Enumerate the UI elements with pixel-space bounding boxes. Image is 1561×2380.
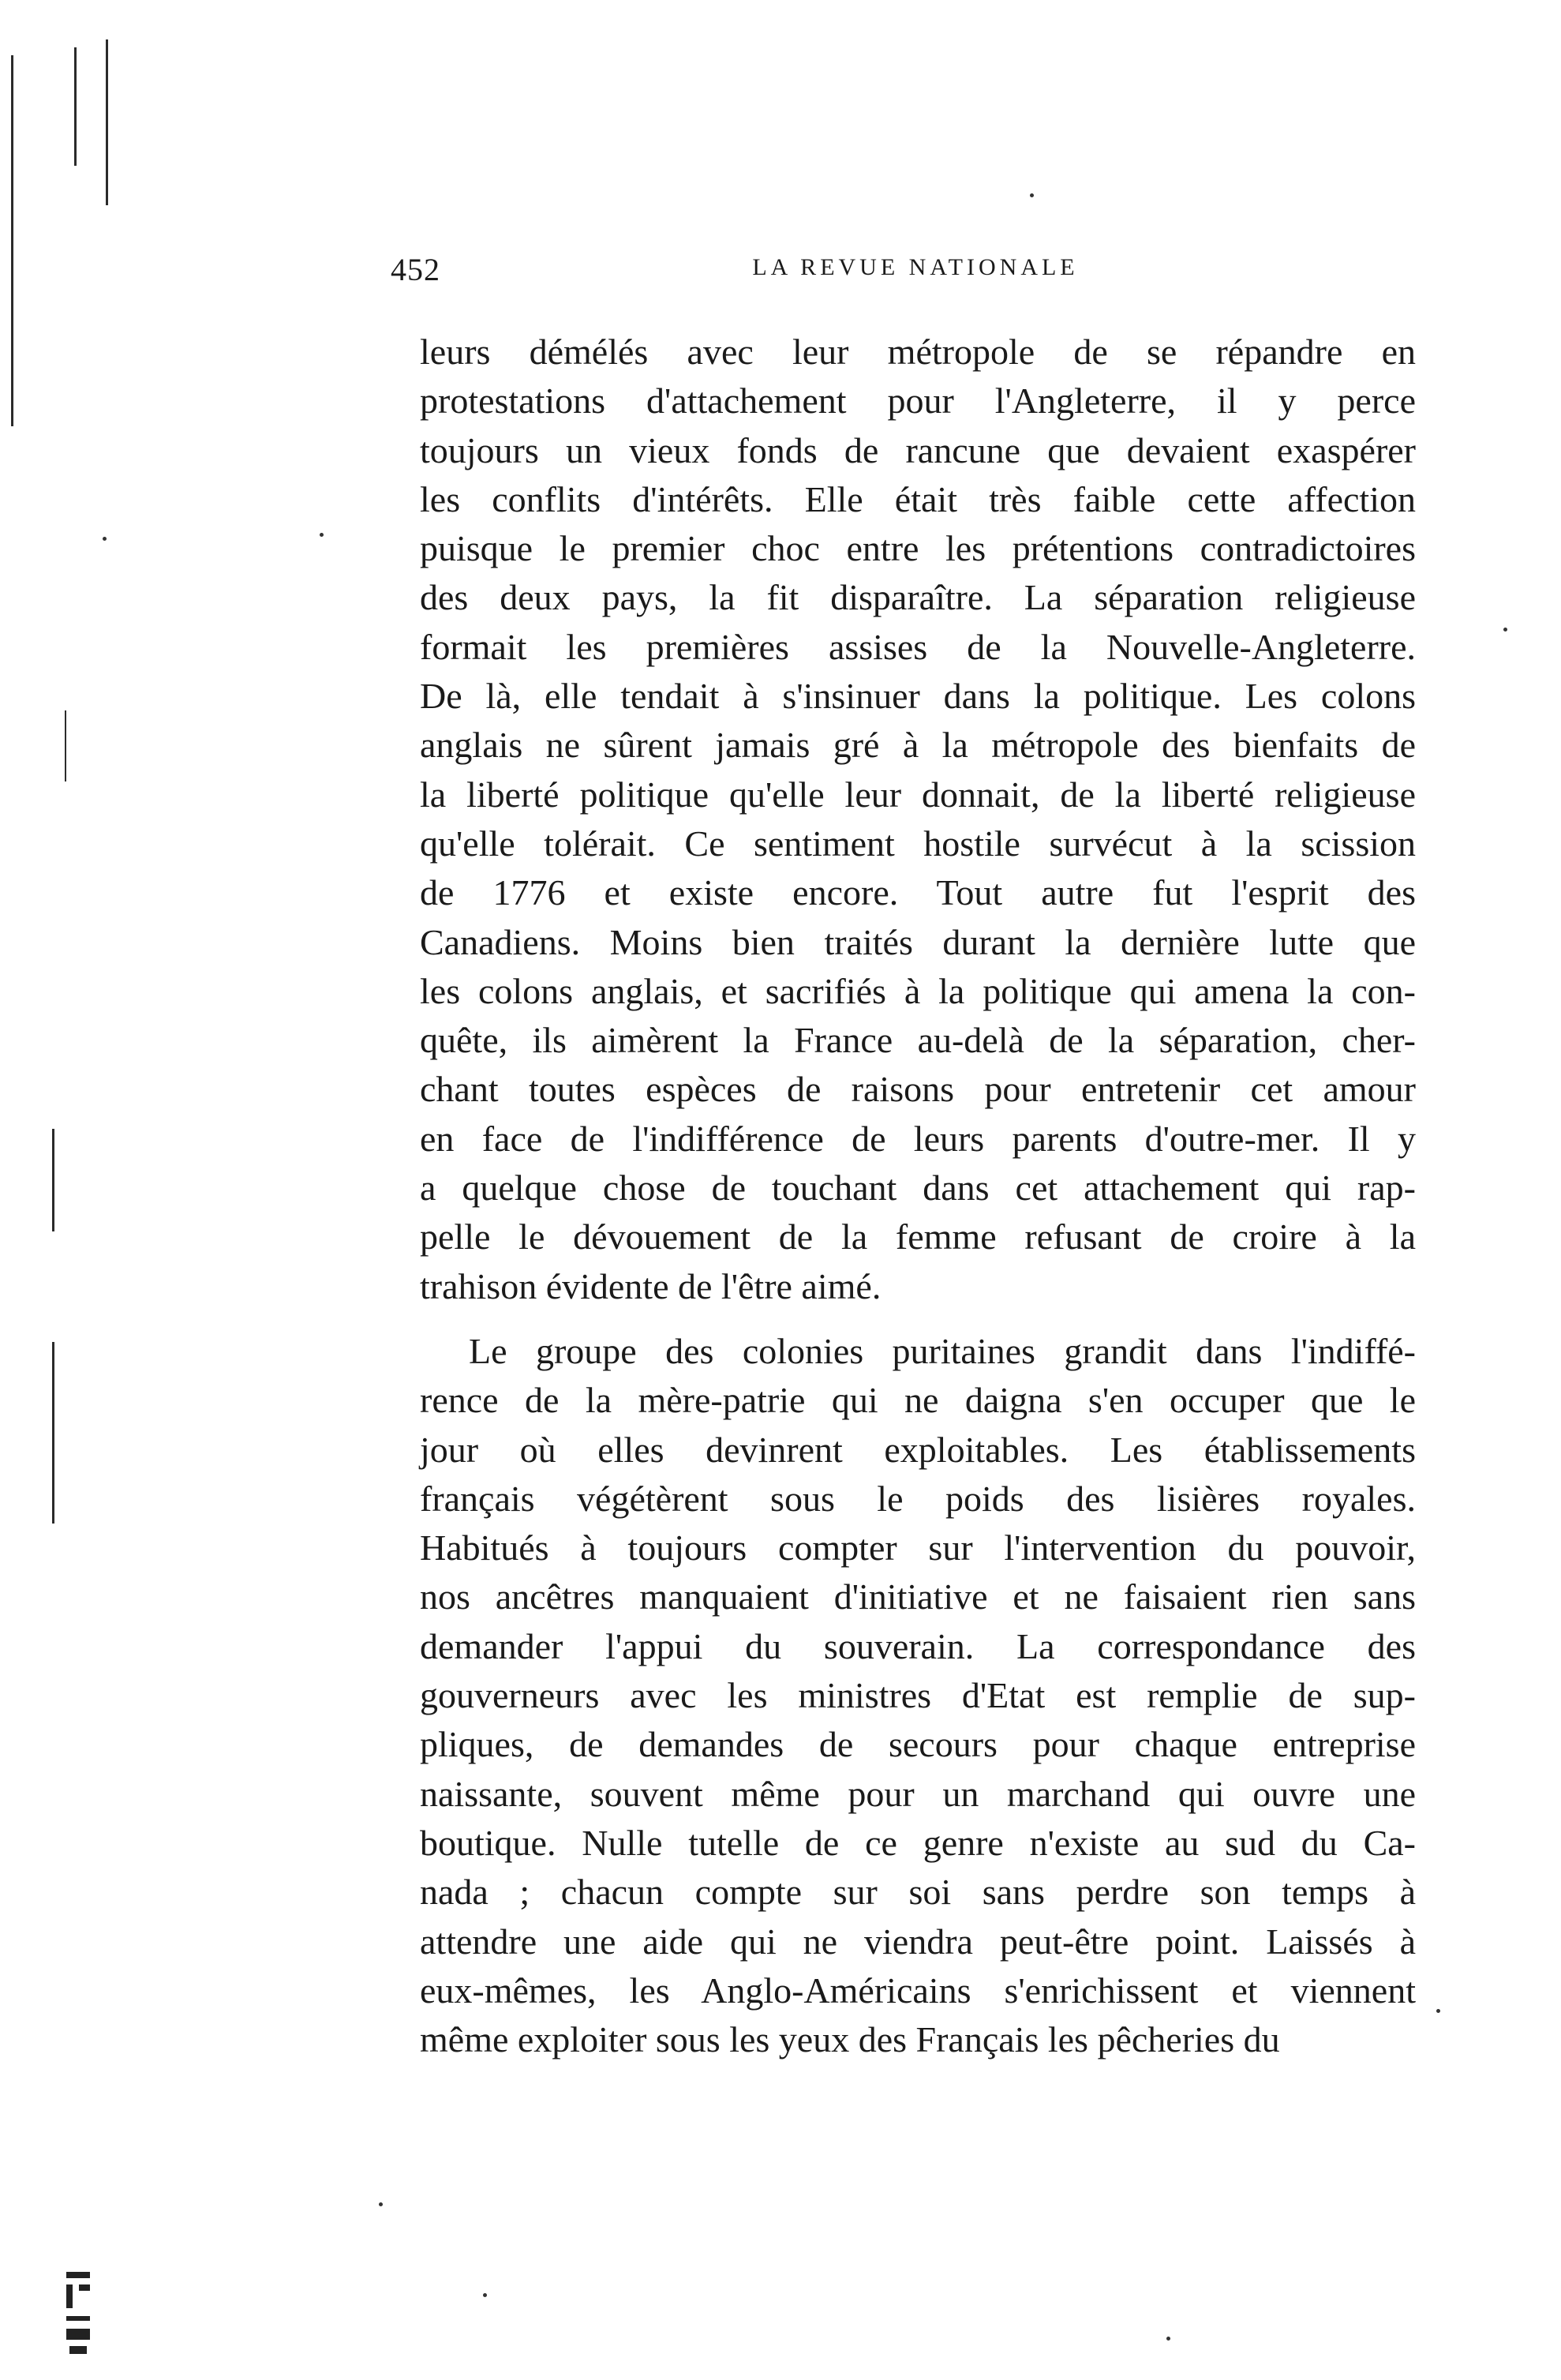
text-line: leurs démélés avec leur métropole de se répandre en <box>420 332 1416 372</box>
scan-edge-line <box>65 710 66 781</box>
text-line: Habitués à toujours compter sur l'intervention du pouvoir, <box>420 1527 1416 1569</box>
text-line: naissante, souvent même pour un marchand qui ouvre une <box>420 1773 1416 1814</box>
scan-edge-line <box>52 1342 54 1524</box>
text-line: de 1776 et existe encore. Tout autre fut l'esprit des <box>420 872 1416 913</box>
paragraph-break <box>420 1311 1416 1327</box>
text-line: anglais ne sûrent jamais gré à la métropole des bienfaits de <box>420 725 1416 766</box>
text-line: la liberté politique qu'elle leur donnait, de la liberté religieuse <box>420 774 1416 815</box>
scan-edge-line <box>52 1129 54 1231</box>
text-line: toujours un vieux fonds de rancune que devaient exaspérer <box>420 429 1416 470</box>
scan-speck <box>1166 2337 1170 2341</box>
text-line: chant toutes espèces de raisons pour entretenir cet amour <box>420 1069 1416 1110</box>
text-line: De là, elle tendait à s'insinuer dans la politique. Les colons <box>420 676 1416 717</box>
journal-title: LA REVUE NATIONALE <box>752 254 1079 280</box>
text-line: même exploiter sous les yeux des Français les pêcheries du <box>420 2019 1280 2060</box>
scan-speck <box>1436 2009 1440 2013</box>
text-line: a quelque chose de touchant dans cet attachement qui rap- <box>420 1168 1416 1209</box>
scan-speck <box>1503 628 1507 632</box>
text-line: Canadiens. Moins bien traités durant la dernière lutte que <box>420 921 1416 962</box>
text-line: boutique. Nulle tutelle de ce genre n'existe au sud du Ca- <box>420 1822 1416 1863</box>
text-line: les colons anglais, et sacrifiés à la politique qui amena la con- <box>420 970 1416 1011</box>
body-text <box>420 328 1416 2064</box>
scan-edge-line <box>74 47 77 166</box>
paragraph <box>420 328 1416 1311</box>
text-line: qu'elle tolérait. Ce sentiment hostile survécut à la scission <box>420 823 1416 864</box>
text-line: demander l'appui du souverain. La correspondance des <box>420 1625 1416 1666</box>
text-line: pliques, de demandes de secours pour chaque entreprise <box>420 1724 1416 1765</box>
scan-speck <box>483 2293 487 2297</box>
text-line: formait les premières assises de la Nouvelle-Angleterre. <box>420 626 1416 667</box>
scan-speck <box>103 537 107 541</box>
page-number: 452 <box>391 252 440 287</box>
scan-edge-line <box>11 55 13 426</box>
text-line: protestations d'attachement pour l'Angleterre, il y perce <box>420 380 1416 422</box>
scan-speck <box>379 2202 383 2206</box>
text-line: nos ancêtres manquaient d'initiative et ne faisaient rien sans <box>420 1576 1416 1617</box>
scan-speck <box>320 533 324 537</box>
text-line: trahison évidente de l'être aimé. <box>420 1265 882 1306</box>
text-line: attendre une aide qui ne viendra peut-être point. Laissés à <box>420 1921 1416 1962</box>
library-stamp-icon <box>62 2266 96 2360</box>
text-line: puisque le premier choc entre les prétentions contradictoires <box>420 528 1416 569</box>
text-line: en face de l'indifférence de leurs parents d'outre-mer. Il y <box>420 1118 1416 1159</box>
text-line: français végétèrent sous le poids des lisières royales. <box>420 1478 1416 1519</box>
text-line: Le groupe des colonies puritaines grandit dans l'indiffé- <box>469 1330 1416 1371</box>
text-line: pelle le dévouement de la femme refusant de croire à la <box>420 1216 1416 1257</box>
text-line: eux-mêmes, les Anglo-Américains s'enrichissent et viennent <box>420 1970 1416 2011</box>
text-line: quête, ils aimèrent la France au-delà de la séparation, cher- <box>420 1020 1416 1061</box>
text-line: nada ; chacun compte sur soi sans perdre son temps à <box>420 1872 1416 1913</box>
scan-edge-line <box>106 39 108 205</box>
paragraph <box>420 1327 1416 2064</box>
scan-speck <box>1030 193 1034 197</box>
running-head <box>391 251 1440 298</box>
text-line: des deux pays, la fit disparaître. La séparation religieuse <box>420 577 1416 618</box>
text-line: gouverneurs avec les ministres d'Etat est remplie de sup- <box>420 1675 1416 1716</box>
text-line: jour où elles devinrent exploitables. Les établissements <box>420 1429 1416 1470</box>
text-line: rence de la mère-patrie qui ne daigna s'en occuper que le <box>420 1380 1416 1421</box>
text-line: les conflits d'intérêts. Elle était très faible cette affection <box>420 478 1416 519</box>
